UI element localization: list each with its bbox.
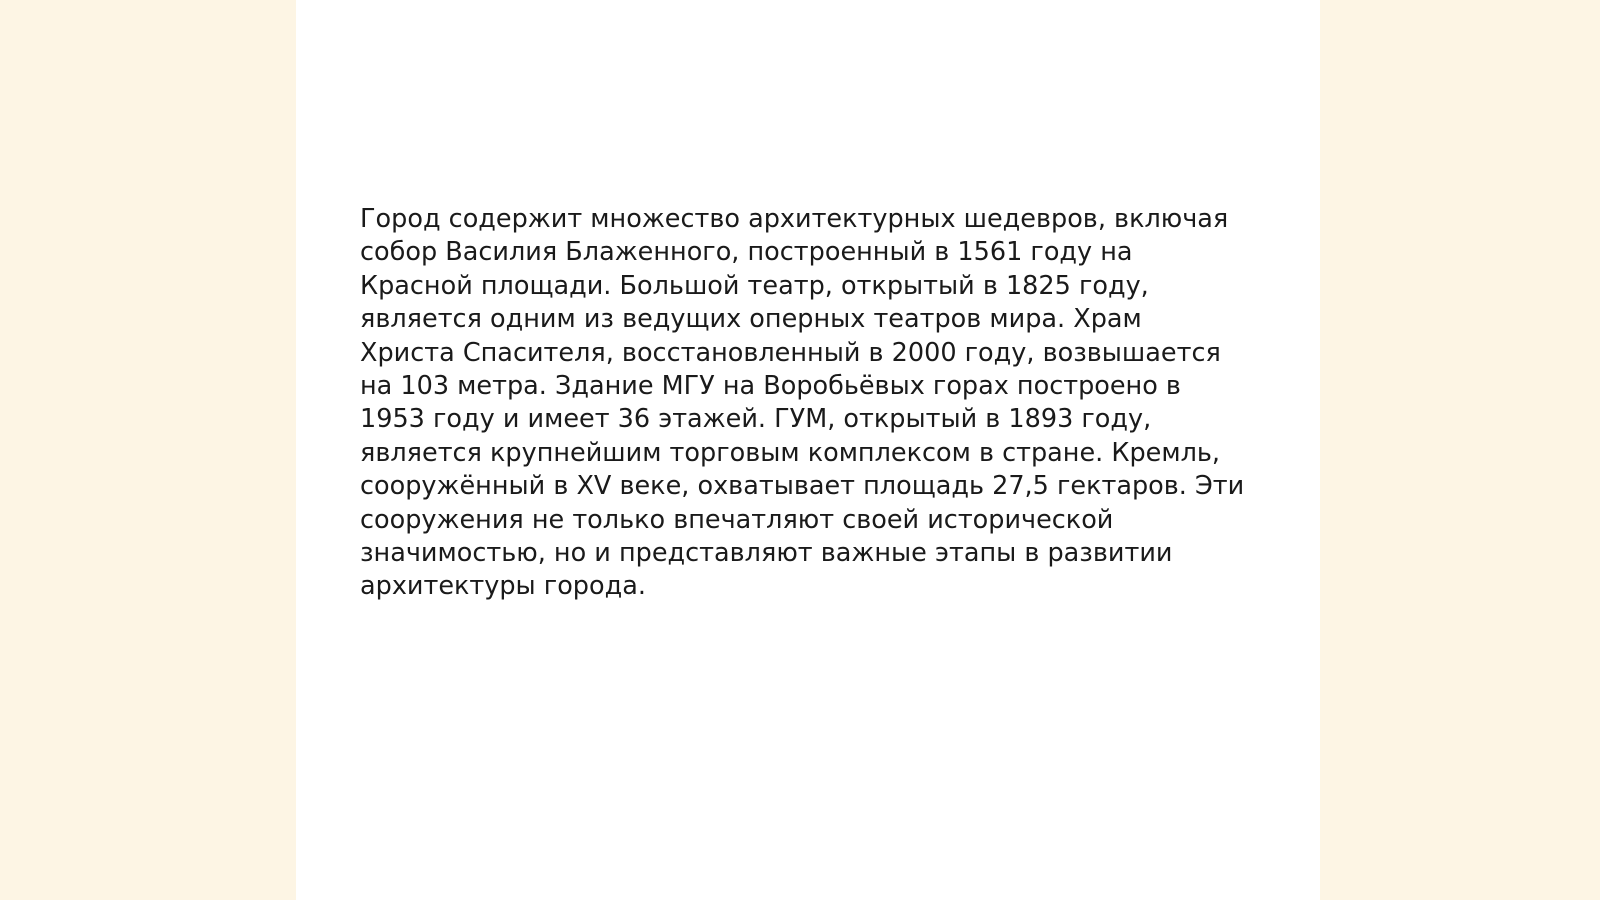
body-paragraph: Город содержит множество архитектурных шедевров, включая собор Василия Блаженного, построенный в 1561 году на Красной площади. Большой театр, открытый в 1825 году, является одним из ведущих оперных театров мира. Храм Христа Спасителя, восстановленный в 2000 году, возвышается на 103 метра. Здание МГУ на Воробьёвых горах построено в 1953 году и имеет 36 этажей. ГУМ, открытый в 1893 году, является крупнейшим торговым комплексом в стране. Кремль, сооружённый в XV веке, охватывает площадь 27,5 гектаров. Эти сооружения не только впечатляют своей исторической значимостью, но и представляют важные этапы в развитии архитектуры города. <box>360 204 1245 602</box>
document-page <box>296 0 1320 900</box>
